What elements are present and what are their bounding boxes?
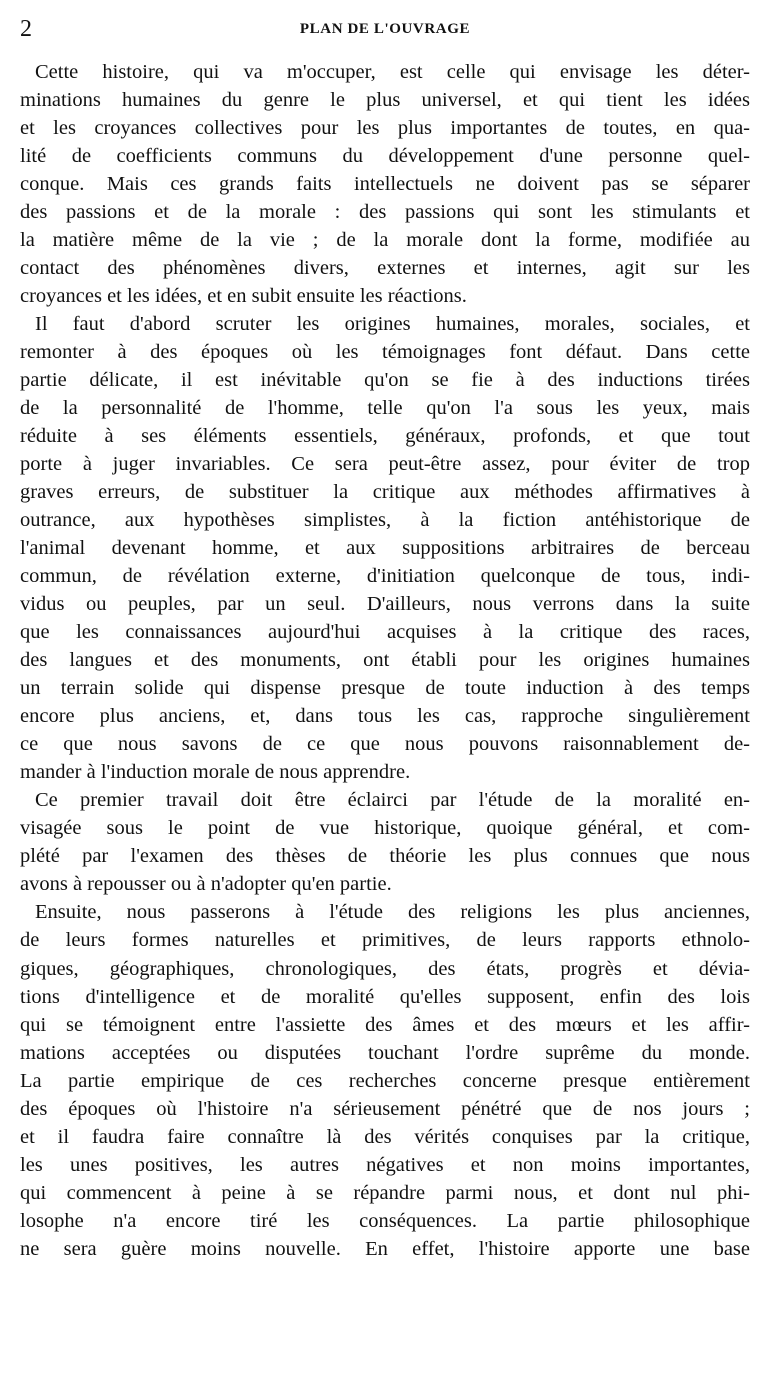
text-line: vidus ou peuples, par un seul. D'ailleurs, nous verrons dans la suite — [20, 593, 750, 616]
text-line: de la personnalité de l'homme, telle qu'on l'a sous les yeux, mais — [20, 397, 750, 420]
text-line: conque. Mais ces grands faits intellectuels ne doivent pas se séparer — [20, 173, 750, 196]
text-line: Ensuite, nous passerons à l'étude des religions les plus anciennes, — [35, 901, 750, 924]
text-line: des passions et de la morale : des passions qui sont les stimulants et — [20, 201, 750, 224]
text-line: partie délicate, il est inévitable qu'on se fie à des inductions tirées — [20, 369, 750, 392]
text-line: minations humaines du genre le plus universel, et qui tient les idées — [20, 89, 750, 112]
text-line: porte à juger invariables. Ce sera peut-être assez, pour éviter de trop — [20, 453, 750, 476]
text-line: Ce premier travail doit être éclairci par l'étude de la moralité en- — [35, 789, 750, 812]
text-line: giques, géographiques, chronologiques, des états, progrès et dévia- — [20, 957, 750, 980]
text-line: l'animal devenant homme, et aux suppositions arbitraires de berceau — [20, 537, 750, 560]
text-line: remonter à des époques où les témoignages font défaut. Dans cette — [20, 341, 750, 364]
text-line: commun, de révélation externe, d'initiation quelconque de tous, indi- — [20, 565, 750, 588]
text-line: mations acceptées ou disputées touchant l'ordre suprême du monde. — [20, 1041, 750, 1064]
text-line: encore plus anciens, et, dans tous les cas, rapproche singulièrement — [20, 705, 750, 728]
body-text — [20, 58, 750, 1263]
text-line: ce que nous savons de ce que nous pouvons raisonnablement de- — [20, 733, 750, 756]
text-line: les unes positives, les autres négatives et non moins importantes, — [20, 1153, 750, 1176]
text-line: un terrain solide qui dispense presque de toute induction à des temps — [20, 677, 750, 700]
text-line: graves erreurs, de substituer la critique aux méthodes affirmatives à — [20, 481, 750, 504]
text-line: réduite à ses éléments essentiels, généraux, profonds, et que tout — [20, 425, 750, 448]
text-line: La partie empirique de ces recherches concerne presque entièrement — [20, 1069, 750, 1092]
text-line: que les connaissances aujourd'hui acquises à la critique des races, — [20, 621, 750, 644]
text-line: ne sera guère moins nouvelle. En effet, l'histoire apporte une base — [20, 1237, 750, 1260]
page-number: 2 — [20, 16, 32, 42]
text-line: visagée sous le point de vue historique, quoique général, et com- — [20, 817, 750, 840]
text-line: avons à repousser ou à n'adopter qu'en partie. — [20, 873, 392, 896]
text-line: mander à l'induction morale de nous apprendre. — [20, 761, 411, 784]
text-line: lité de coefficients communs du développement d'une personne quel- — [20, 145, 750, 168]
text-line: des époques où l'histoire n'a sérieusement pénétré que de nos jours ; — [20, 1097, 750, 1120]
text-line: Il faut d'abord scruter les origines humaines, morales, sociales, et — [35, 313, 750, 336]
text-line: plété par l'examen des thèses de théorie les plus connues que nous — [20, 845, 750, 868]
text-line: des langues et des monuments, ont établi pour les origines humaines — [20, 649, 750, 672]
text-line: et les croyances collectives pour les plus importantes de toutes, en qua- — [20, 117, 750, 140]
text-line: Cette histoire, qui va m'occuper, est celle qui envisage les déter- — [35, 61, 750, 83]
text-line: qui se témoignent entre l'assiette des âmes et des mœurs et les affir- — [20, 1013, 750, 1036]
page-header — [20, 14, 750, 44]
text-line: de leurs formes naturelles et primitives, de leurs rapports ethnolo- — [20, 929, 750, 952]
text-line: outrance, aux hypothèses simplistes, à la fiction antéhistorique de — [20, 509, 750, 532]
text-line: et il faudra faire connaître là des vérités conquises par la critique, — [20, 1125, 750, 1148]
text-line: tions d'intelligence et de moralité qu'elles supposent, enfin des lois — [20, 985, 750, 1008]
text-line: qui commencent à peine à se répandre parmi nous, et dont nul phi- — [20, 1181, 750, 1204]
text-line: croyances et les idées, et en subit ensuite les réactions. — [20, 285, 467, 308]
text-line: losophe n'a encore tiré les conséquences. La partie philosophique — [20, 1209, 750, 1232]
text-line: la matière même de la vie ; de la morale dont la forme, modifiée au — [20, 229, 750, 252]
running-head: PLAN DE L'OUVRAGE — [299, 21, 471, 37]
text-line: contact des phénomènes divers, externes et internes, agit sur les — [20, 257, 750, 280]
